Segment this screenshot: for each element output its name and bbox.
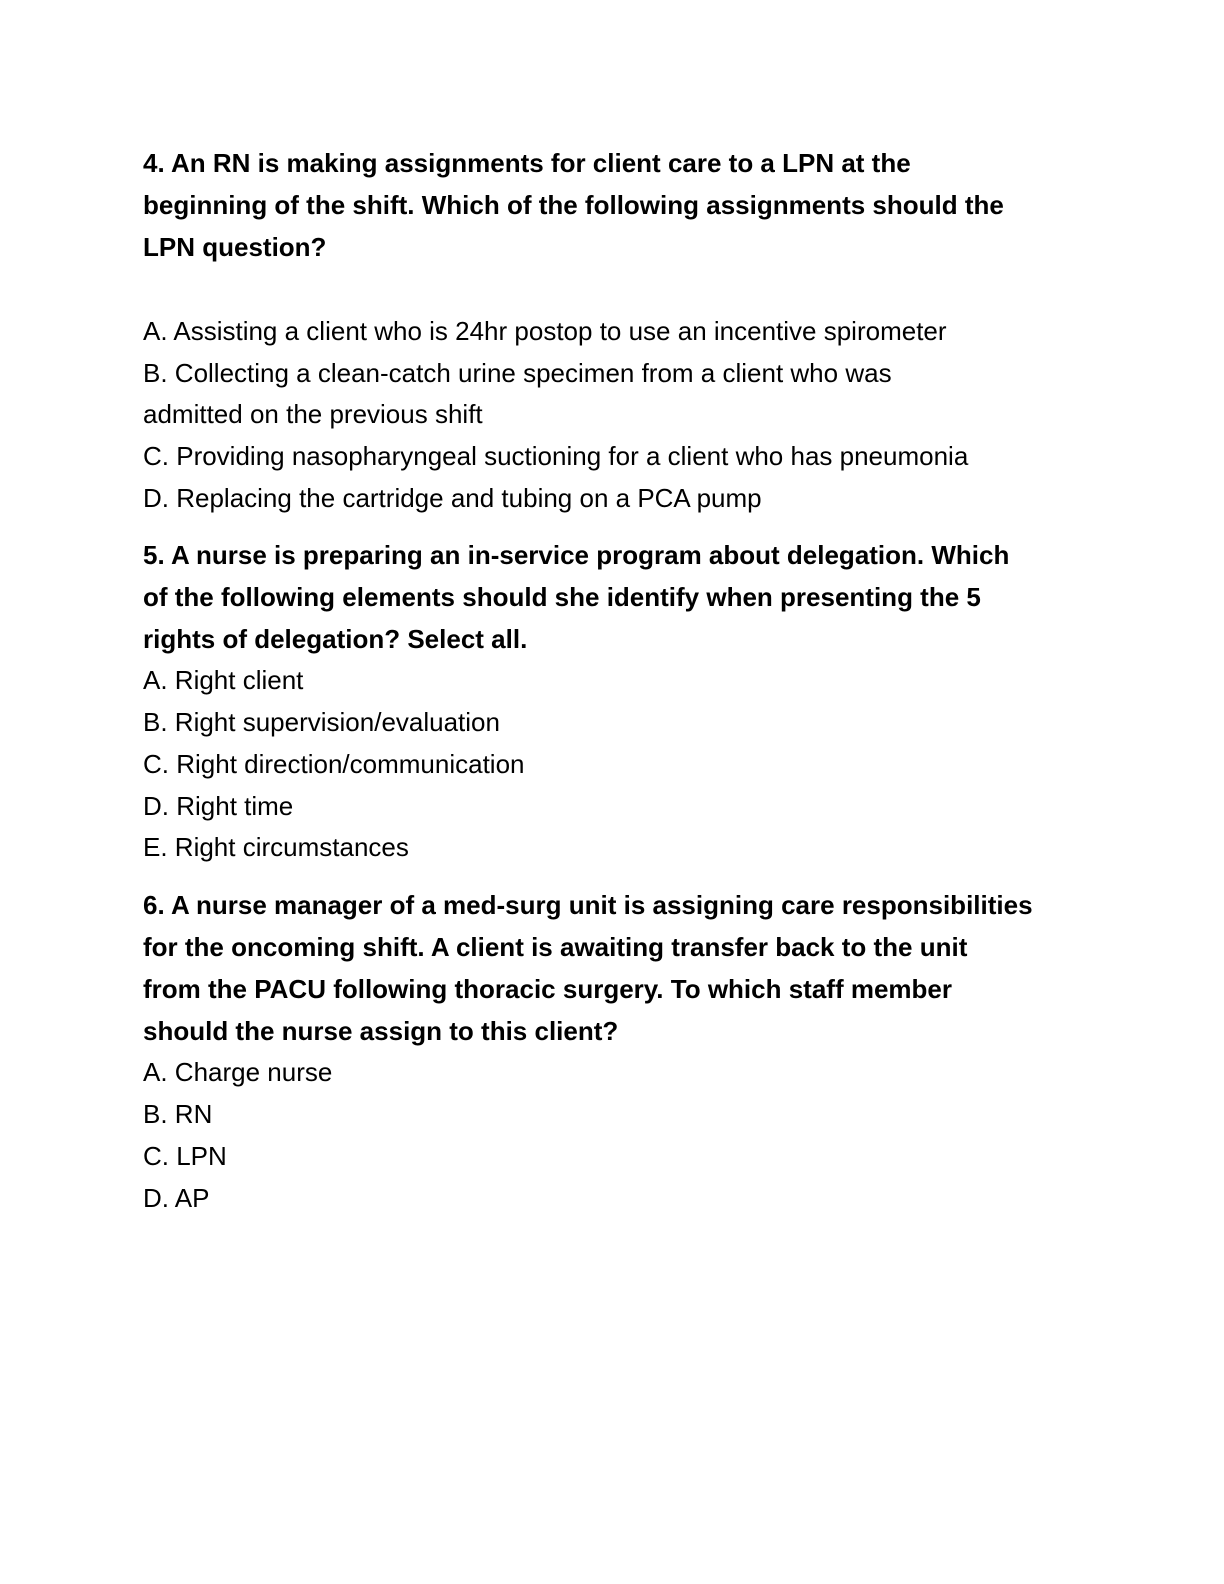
question-6-option-d: D. AP [143, 1183, 210, 1213]
question-6-stem-line-1: 6. A nurse manager of a med-surg unit is assigning care responsibilities [143, 890, 1033, 920]
question-6-option-b: B. RN [143, 1099, 213, 1129]
question-4-option-c: C. Providing nasopharyngeal suctioning for a client who has pneumonia [143, 441, 969, 471]
question-6-stem-line-2: for the oncoming shift. A client is awaiting transfer back to the unit [143, 932, 968, 962]
question-4-option-b-continued: admitted on the previous shift [143, 399, 483, 429]
question-5-option-b: B. Right supervision/evaluation [143, 707, 500, 737]
question-4-stem-line-2: beginning of the shift. Which of the following assignments should the [143, 190, 1004, 220]
question-4-stem-line-1: 4. An RN is making assignments for client care to a LPN at the [143, 148, 911, 178]
question-4-stem-line-3: LPN question? [143, 232, 327, 262]
question-5-option-a: A. Right client [143, 665, 304, 695]
question-4-option-b: B. Collecting a clean-catch urine specimen from a client who was [143, 358, 892, 388]
question-5-stem-line-3: rights of delegation? Select all. [143, 624, 528, 654]
question-5-option-c: C. Right direction/communication [143, 749, 525, 779]
question-6-stem-line-3: from the PACU following thoracic surgery. To which staff member [143, 974, 952, 1004]
question-6-option-c: C. LPN [143, 1141, 227, 1171]
question-5-option-e: E. Right circumstances [143, 832, 409, 862]
question-5-option-d: D. Right time [143, 791, 294, 821]
question-4-option-a: A. Assisting a client who is 24hr postop to use an incentive spirometer [143, 316, 947, 346]
question-6-option-a: A. Charge nurse [143, 1057, 333, 1087]
question-4-option-d: D. Replacing the cartridge and tubing on a PCA pump [143, 483, 762, 513]
question-5-stem-line-1: 5. A nurse is preparing an in-service program about delegation. Which [143, 540, 1010, 570]
question-5-stem-line-2: of the following elements should she identify when presenting the 5 [143, 582, 981, 612]
question-6-stem-line-4: should the nurse assign to this client? [143, 1016, 619, 1046]
